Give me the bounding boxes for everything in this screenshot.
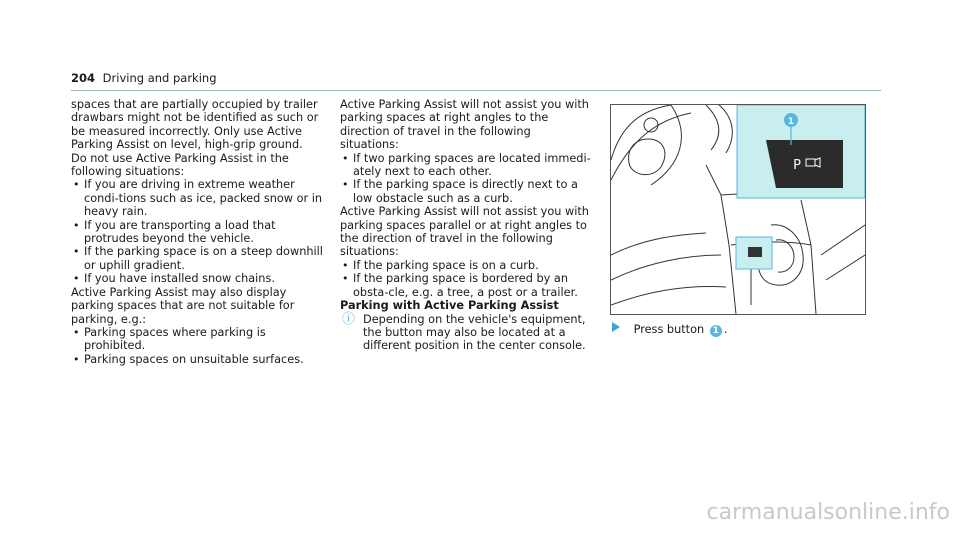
parallel-list — [340, 259, 593, 299]
header-rule — [71, 90, 881, 91]
note-text: Depending on the vehicle's equipment, the button may also be located at a different position in the center console. — [363, 312, 586, 353]
list-item: • If the parking space is on a steep downhill or uphill gradient. — [71, 245, 323, 272]
parking-symbol: P — [793, 158, 801, 173]
column-left — [71, 98, 323, 366]
list-item: • If the parking space is bordered by an obsta-cle, e.g. a tree, a post or a trailer. — [340, 272, 593, 299]
info-note — [340, 313, 593, 353]
list-item: • If you have installed snow chains. — [71, 272, 323, 285]
list-item: • Parking spaces where parking is prohibited. — [71, 326, 323, 353]
may-display-paragraph: Active Parking Assist may also display parking spaces that are not suitable for parking, e.g.: — [71, 285, 295, 326]
right-angles-list — [340, 152, 593, 206]
callout-marker-inline: 1 — [710, 325, 722, 337]
do-not-use-paragraph: Do not use Active Parking Assist in the following situations: — [71, 151, 289, 179]
list-item: • If the parking space is on a curb. — [340, 259, 593, 272]
column-middle — [340, 98, 593, 353]
page-header — [71, 71, 217, 85]
list-item: • If two parking spaces are located immedi-ately next to each other. — [340, 152, 593, 179]
action-text: Press button — [633, 323, 705, 336]
list-item: • If the parking space is directly next to a low obstacle such as a curb. — [340, 178, 593, 205]
page-number: 204 — [71, 71, 96, 85]
info-icon: ⓘ — [342, 311, 356, 327]
parking-button-shape — [766, 140, 843, 188]
right-angles-paragraph: Active Parking Assist will not assist you with parking spaces at right angles to the direction of travel in the following situations: — [340, 98, 589, 152]
unsuitable-list — [71, 326, 323, 366]
section-title: Driving and parking — [102, 71, 217, 85]
small-button-shape — [748, 247, 762, 257]
list-item: • If you are transporting a load that protrudes beyond the vehicle. — [71, 219, 323, 246]
action-suffix: . — [723, 323, 728, 336]
center-console-illustration — [610, 104, 866, 315]
section-heading: Parking with Active Parking Assist — [340, 299, 559, 313]
illustration-svg — [611, 105, 865, 314]
callout-number: 1 — [787, 117, 795, 127]
watermark: carmanualsonline.info — [706, 500, 950, 525]
parallel-paragraph: Active Parking Assist will not assist you with parking spaces parallel or at right angles to the direction of travel in the following situations: — [340, 205, 589, 259]
arrow-right-icon — [612, 322, 620, 332]
situations-list — [71, 178, 323, 285]
intro-paragraph: spaces that are partially occupied by trailer drawbars might not be identified as such or be measured incorrectly. Only use Active Parking Assist on level, high-grip ground. — [71, 98, 319, 152]
list-item: • Parking spaces on unsuitable surfaces. — [71, 353, 323, 366]
action-step — [612, 322, 727, 337]
list-item: • If you are driving in extreme weather condi-tions such as ice, packed snow or in heavy rain. — [71, 178, 323, 218]
